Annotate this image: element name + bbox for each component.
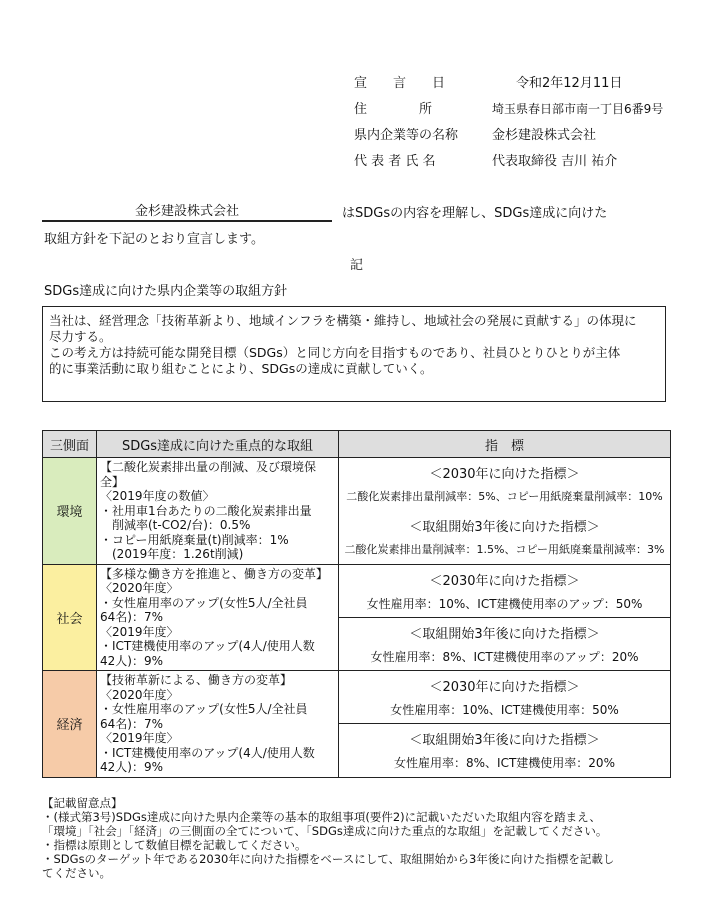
- focus-line: ・女性雇用率のアップ(女性5人/全社員: [100, 595, 308, 610]
- indicator-value: 女性雇用率：8%、ICT建機使用率：20%: [394, 756, 615, 771]
- focus-economy: [97, 671, 339, 778]
- indicator-title: ＜2030年に向けた指標＞: [429, 680, 580, 695]
- policy-line: この考え方は持続可能な開発目標（SDGs）と同じ方向を目指すものであり、社員ひとりひとりが主体: [49, 345, 621, 360]
- notes-heading: 【記載留意点】: [42, 796, 123, 810]
- focus-line: 削減率(t-CO2/台)：0.5%: [100, 518, 251, 532]
- indicator-2030-society: [339, 564, 671, 617]
- sdgs-focus-table: [42, 430, 671, 778]
- indicator-2030-environment: [339, 458, 671, 511]
- indicator-title: ＜取組開始3年後に向けた指標＞: [409, 519, 600, 535]
- focus-line: ・女性雇用率のアップ(女性5人/全社員: [100, 702, 308, 716]
- indicator-3yr-environment: [339, 511, 671, 564]
- address-label: 住 所: [354, 102, 433, 117]
- focus-environment: [97, 458, 339, 565]
- declaring-company-name: 金杉建設株式会社: [42, 200, 332, 222]
- focus-line: 42人)：9%: [100, 760, 163, 774]
- address-row: [354, 98, 663, 117]
- notes-line: ・SDGsのターゲット年である2030年に向けた指標をベースにして、取組開始から3年後に向けた指標を記載し: [42, 852, 615, 866]
- aspect-society: 社会: [43, 564, 97, 671]
- indicator-title: ＜2030年に向けた指標＞: [429, 573, 580, 589]
- indicator-value: 女性雇用率：8%、ICT建機使用率のアップ：20%: [370, 649, 639, 664]
- notes-line: ・(様式第3号)SDGs達成に向けた県内企業等の基本的取組事項(要件2)に記載いただいた取組内容を踏まえ、: [42, 810, 601, 824]
- declaration-text-line1: はSDGsの内容を理解し、SDGs達成に向けた: [342, 206, 608, 221]
- indicator-value: 女性雇用率：10%、ICT建機使用率のアップ：50%: [366, 596, 643, 611]
- focus-line: 【技術革新による、働き方の変革】: [100, 673, 293, 687]
- header-indicator: 指 標: [339, 431, 671, 458]
- table-row-society: [43, 564, 671, 617]
- table-row-environment: [43, 458, 671, 511]
- indicator-title: ＜2030年に向けた指標＞: [429, 467, 580, 482]
- header-focus: SDGs達成に向けた重点的な取組: [97, 431, 339, 458]
- notes-section: [42, 796, 682, 880]
- indicator-title: ＜取組開始3年後に向けた指標＞: [409, 626, 600, 642]
- focus-line: 〈2019年度の数値〉: [100, 489, 215, 503]
- policy-line: 尽力する。: [49, 329, 112, 344]
- address-value: 埼玉県春日部市南一丁目6番9号: [492, 102, 664, 116]
- policy-box: [42, 306, 666, 402]
- focus-line: ・コピー用紙廃棄量(t)削減率：1%: [100, 532, 289, 547]
- indicator-value: 二酸化炭素排出量削減率：5%、コピー用紙廃棄量削減率：10%: [346, 490, 663, 503]
- company-value: 金杉建設株式会社: [492, 128, 597, 143]
- declaration-date-value: 令和2年12月11日: [516, 76, 623, 91]
- declaration-text-line2: 取組方針を下記のとおり宣言します。: [44, 232, 264, 247]
- ki-mark: 記: [350, 258, 364, 273]
- company-label: 県内企業等の名称: [354, 128, 459, 143]
- aspect-economy: 経済: [43, 671, 97, 778]
- table-header-row: [43, 431, 671, 458]
- notes-line: てください。: [42, 866, 111, 880]
- focus-line: 〈2019年度〉: [100, 624, 179, 639]
- notes-line: ・指標は原則として数値目標を記載してください。: [42, 838, 307, 852]
- focus-line: 64名)：7%: [100, 610, 163, 624]
- focus-line: 全】: [100, 474, 125, 489]
- notes-line: 「環境」「社会」「経済」の三側面の全てについて、「SDGs達成に向けた重点的な取組」を記載してください。: [42, 824, 608, 838]
- indicator-title: ＜取組開始3年後に向けた指標＞: [409, 733, 600, 749]
- indicator-2030-economy: [339, 671, 671, 724]
- focus-line: (2019年度：1.26t削減): [100, 547, 244, 561]
- policy-line: 当社は、経営理念「技術革新より、地域インフラを構築・維持し、地域社会の発展に貢献する」の体現に: [49, 313, 637, 328]
- company-row: [354, 124, 596, 143]
- focus-line: ・社用車1台あたりの二酸化炭素排出量: [100, 503, 312, 518]
- focus-line: 42人)：9%: [100, 653, 163, 668]
- focus-line: 〈2020年度〉: [100, 687, 179, 702]
- focus-line: ・ICT建機使用率のアップ(4人/使用人数: [100, 745, 315, 760]
- focus-line: 〈2019年度〉: [100, 731, 179, 745]
- policy-heading: SDGs達成に向けた県内企業等の取組方針: [44, 284, 288, 299]
- header-aspect: 三側面: [43, 431, 97, 458]
- table-row-economy: [43, 671, 671, 724]
- indicator-value: 二酸化炭素排出量削減率：1.5%、コピー用紙廃棄量削減率：3%: [344, 542, 665, 556]
- focus-line: 64名)：7%: [100, 716, 163, 731]
- focus-line: 【二酸化炭素排出量の削減、及び環境保: [100, 460, 317, 474]
- focus-line: 【多様な働き方を推進と、働き方の変革】: [100, 566, 329, 581]
- aspect-environment: 環境: [43, 458, 97, 565]
- representative-label: 代 表 者 氏 名: [354, 154, 436, 169]
- focus-society: [97, 564, 339, 671]
- focus-line: ・ICT建機使用率のアップ(4人/使用人数: [100, 639, 315, 653]
- policy-line: 的に事業活動に取り組むことにより、SDGsの達成に貢献していく。: [49, 361, 433, 376]
- indicator-3yr-society: [339, 617, 671, 670]
- declaration-date-row: [354, 72, 622, 91]
- representative-value: 代表取締役 吉川 祐介: [492, 154, 618, 169]
- declaration-date-label: 宣 言 日: [354, 76, 446, 91]
- representative-row: [354, 150, 617, 169]
- focus-line: 〈2020年度〉: [100, 581, 179, 595]
- indicator-value: 女性雇用率：10%、ICT建機使用率：50%: [390, 703, 619, 717]
- indicator-3yr-economy: [339, 724, 671, 777]
